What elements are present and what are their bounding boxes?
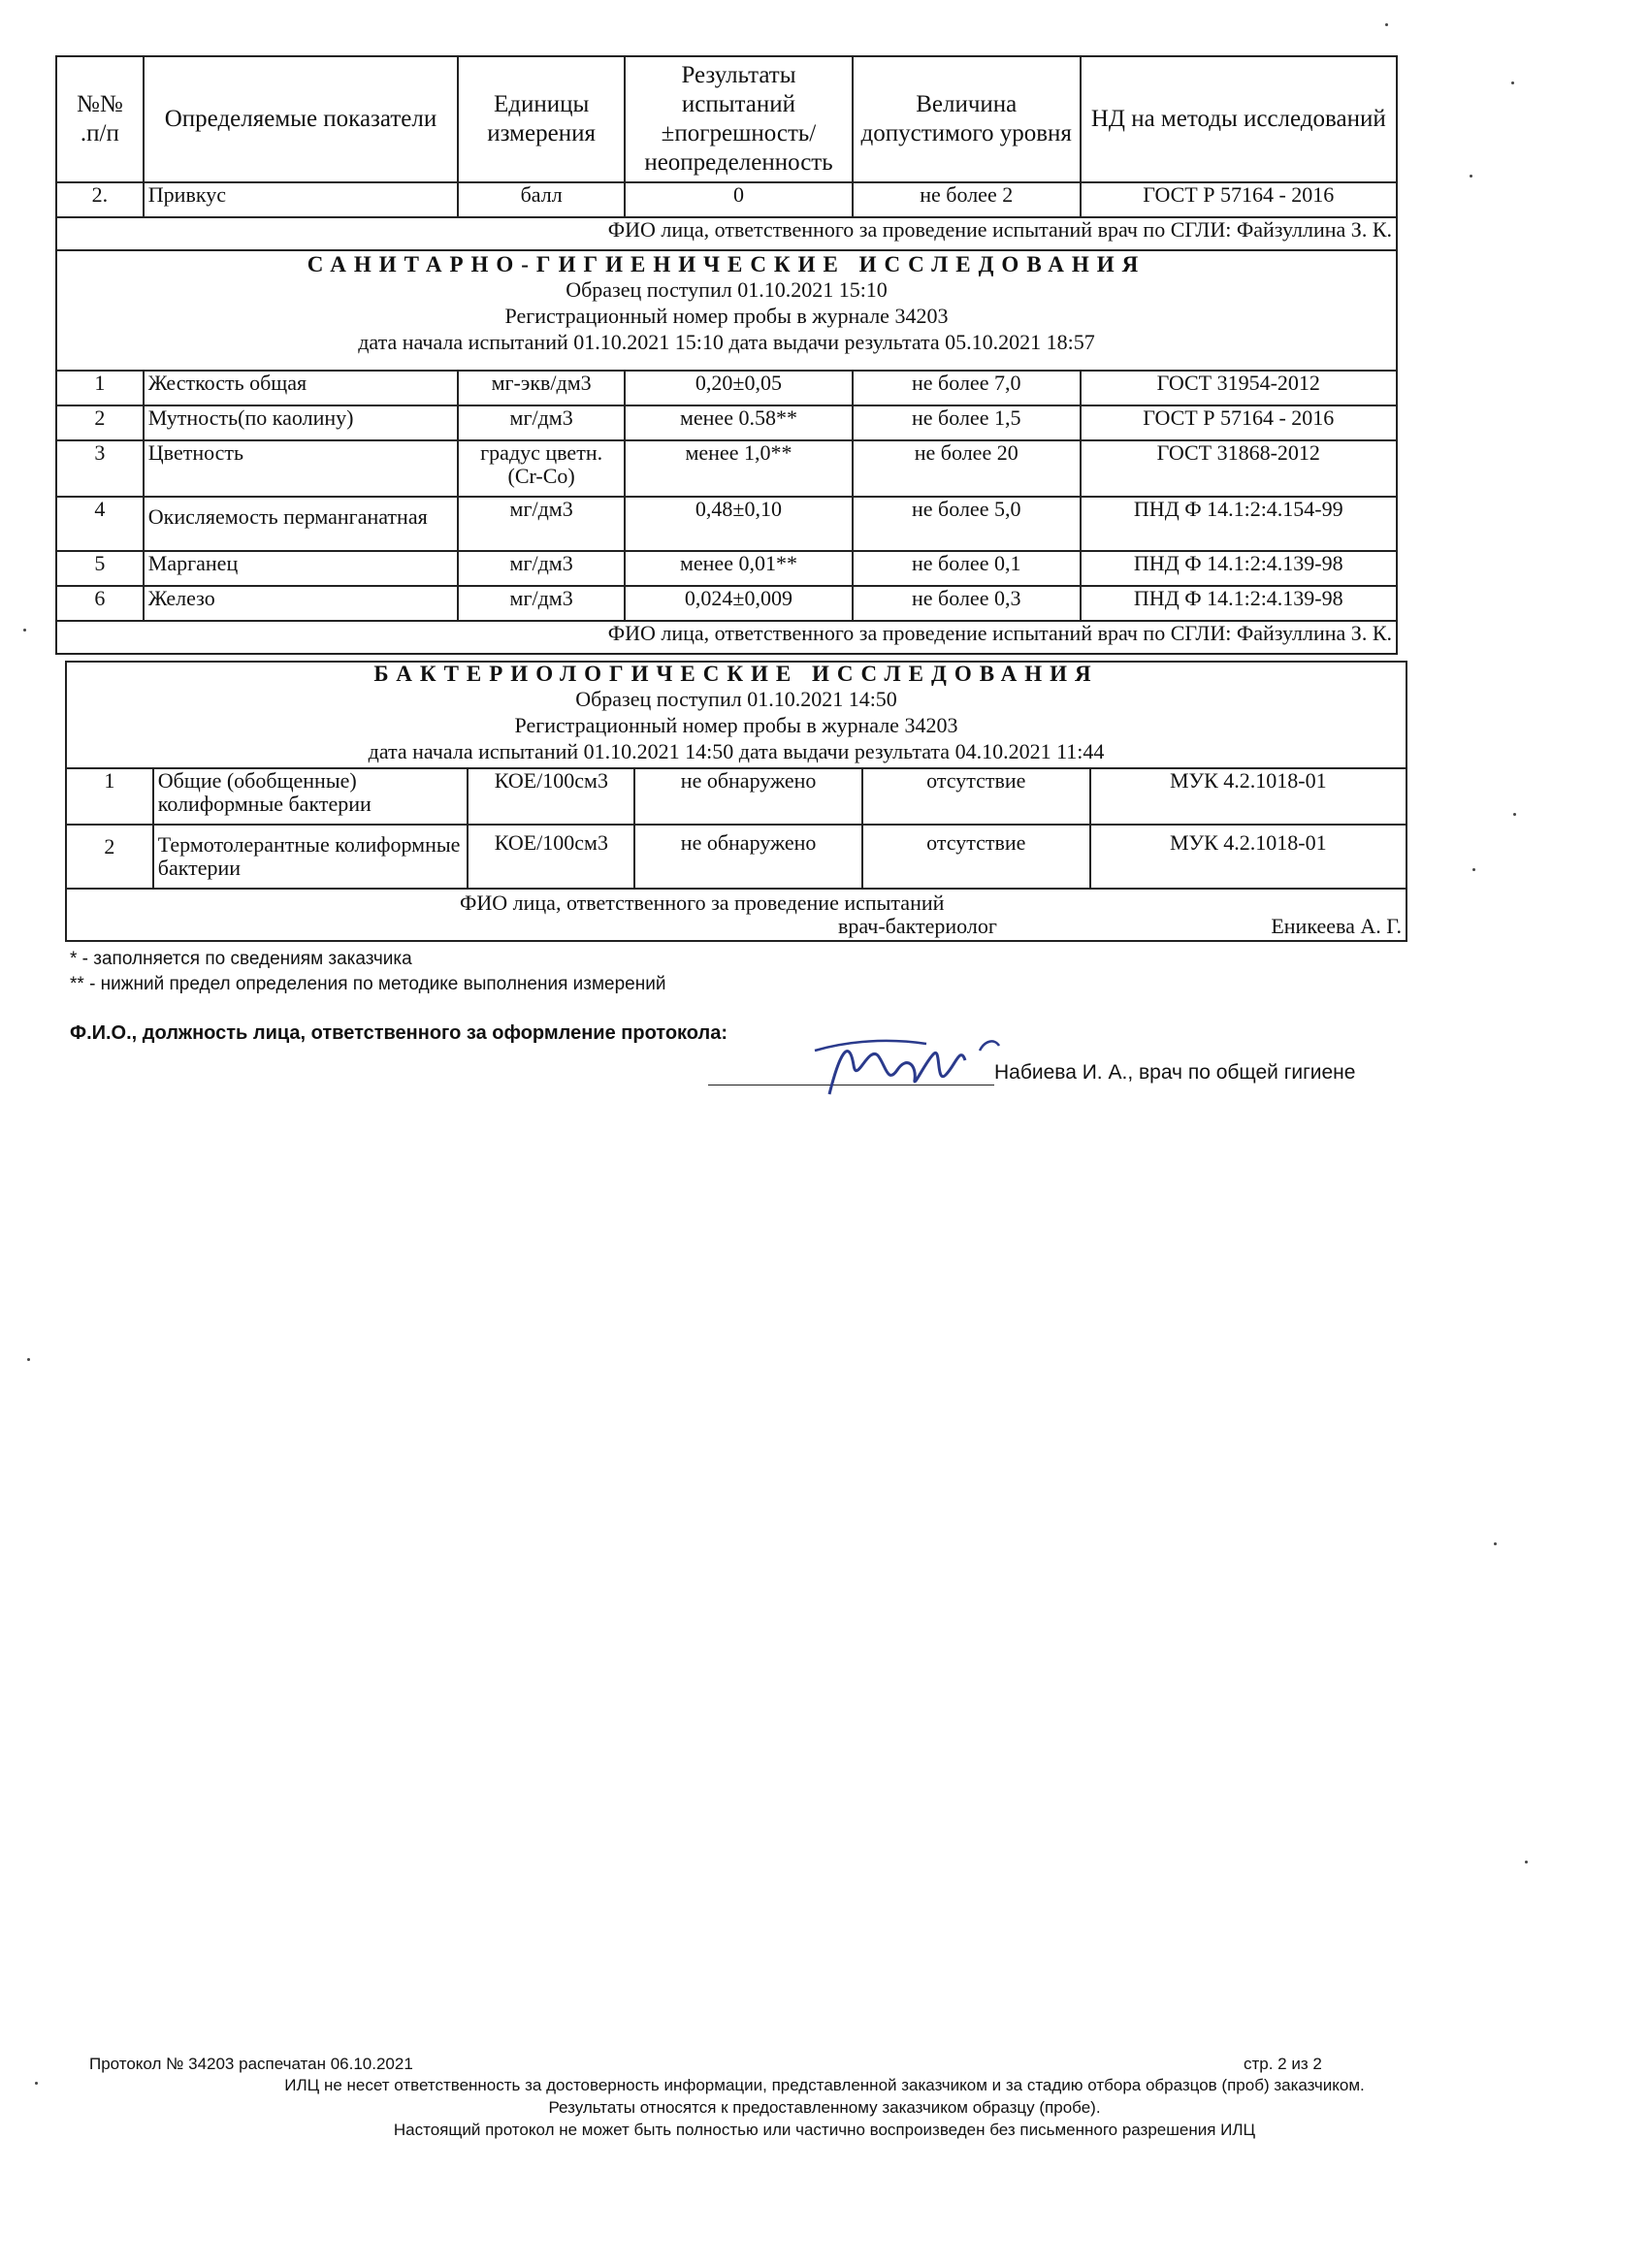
row-method: ПНД Ф 14.1:2:4.154-99 xyxy=(1081,497,1397,551)
row-indicator: Железо xyxy=(144,586,458,621)
row-indicator: Привкус xyxy=(144,182,458,217)
row-unit: мг/дм3 xyxy=(458,497,625,551)
scan-speck xyxy=(1385,23,1388,26)
responsible-bacterial-role: врач-бактериолог xyxy=(838,914,997,938)
row-indicator: Окисляемость перманганатная xyxy=(144,497,458,551)
sanitary-dates: дата начала испытаний 01.10.2021 15:10 дата выдачи результата 05.10.2021 18:57 xyxy=(358,330,1095,354)
responsible-bacterial-name: Еникеева А. Г. xyxy=(1271,914,1402,938)
scan-speck xyxy=(1525,1861,1528,1863)
row-number: 1 xyxy=(66,768,153,825)
row-method: ГОСТ 31868-2012 xyxy=(1081,440,1397,497)
col-header-units: Единицы измерения xyxy=(458,56,625,182)
table-row xyxy=(66,768,1406,825)
row-limit: не более 7,0 xyxy=(853,371,1081,405)
row-limit: отсутствие xyxy=(862,825,1090,889)
row-limit: не более 5,0 xyxy=(853,497,1081,551)
row-result: 0,48±0,10 xyxy=(625,497,853,551)
table-row xyxy=(56,371,1397,405)
table-row xyxy=(56,440,1397,497)
row-result: 0 xyxy=(625,182,853,217)
responsible-bacterial xyxy=(66,889,1406,941)
bacterial-title: БАКТЕРИОЛОГИЧЕСКИЕ ИССЛЕДОВАНИЯ xyxy=(373,662,1099,686)
row-method: МУК 4.2.1018-01 xyxy=(1090,825,1406,889)
scan-speck xyxy=(1513,813,1516,816)
table-row xyxy=(56,586,1397,621)
footer-disclaimer-3: Настоящий протокол не может быть полностью или частично воспроизведен без письменного разрешения ИЛЦ xyxy=(393,2121,1256,2139)
col-header-indicator: Определяемые показатели xyxy=(144,56,458,182)
row-unit: балл xyxy=(458,182,625,217)
row-number: 2. xyxy=(56,182,144,217)
row-limit: не более 2 xyxy=(853,182,1081,217)
row-indicator: Жесткость общая xyxy=(144,371,458,405)
scan-speck xyxy=(1472,868,1475,871)
col-header-results: Результаты испытаний ±погрешность/ неопределенность xyxy=(625,56,853,182)
table-header-row xyxy=(56,56,1397,182)
row-result: не обнаружено xyxy=(634,825,862,889)
row-number: 6 xyxy=(56,586,144,621)
note-customer-info: * - заполняется по сведениям заказчика xyxy=(70,949,412,969)
row-result: 0,024±0,009 xyxy=(625,586,853,621)
responsible-organoleptic: ФИО лица, ответственного за проведение испытаний врач по СГЛИ: Файзуллина З. К. xyxy=(56,217,1397,250)
row-indicator: Мутность(по каолину) xyxy=(144,405,458,440)
row-indicator: Цветность xyxy=(144,440,458,497)
row-indicator: Термотолерантные колиформные бактерии xyxy=(153,825,469,889)
row-method: МУК 4.2.1018-01 xyxy=(1090,768,1406,825)
sanitary-title: САНИТАРНО-ГИГИЕНИЧЕСКИЕ ИССЛЕДОВАНИЯ xyxy=(307,252,1147,276)
row-indicator: Марганец xyxy=(144,551,458,586)
responsible-sanitary: ФИО лица, ответственного за проведение испытаний врач по СГЛИ: Файзуллина З. К. xyxy=(56,621,1397,654)
row-unit: мг/дм3 xyxy=(458,586,625,621)
signoff-label: Ф.И.О., должность лица, ответственного за оформление протокола: xyxy=(70,1022,728,1044)
row-unit: КОЕ/100см3 xyxy=(468,825,634,889)
col-header-num: №№ .п/п xyxy=(56,56,144,182)
responsible-bacterial-label: ФИО лица, ответственного за проведение испытаний xyxy=(460,891,945,915)
row-method: ГОСТ Р 57164 - 2016 xyxy=(1081,182,1397,217)
row-unit: градус цветн.(Cr-Co) xyxy=(458,440,625,497)
bacterial-received: Образец поступил 01.10.2021 14:50 xyxy=(575,687,897,711)
row-method: ГОСТ 31954-2012 xyxy=(1081,371,1397,405)
table-row xyxy=(66,825,1406,889)
row-result: 0,20±0,05 xyxy=(625,371,853,405)
row-limit: не более 1,5 xyxy=(853,405,1081,440)
row-unit: КОЕ/100см3 xyxy=(468,768,634,825)
signoff-name: Набиева И. А., врач по общей гигиене xyxy=(994,1061,1356,1084)
sanitary-received: Образец поступил 01.10.2021 15:10 xyxy=(566,277,888,302)
scan-speck xyxy=(1470,175,1472,178)
row-unit: мг/дм3 xyxy=(458,551,625,586)
bacterial-reg-number: Регистрационный номер пробы в журнале 34203 xyxy=(514,713,958,737)
row-number: 4 xyxy=(56,497,144,551)
row-number: 2 xyxy=(66,825,153,889)
row-number: 5 xyxy=(56,551,144,586)
row-result: менее 0.58** xyxy=(625,405,853,440)
row-result: менее 1,0** xyxy=(625,440,853,497)
row-limit: отсутствие xyxy=(862,768,1090,825)
bacterial-table xyxy=(65,661,1407,942)
sanitary-reg-number: Регистрационный номер пробы в журнале 34203 xyxy=(504,304,949,328)
signature xyxy=(810,1026,1004,1104)
table-row xyxy=(56,551,1397,586)
scan-speck xyxy=(1511,81,1514,84)
results-table xyxy=(55,55,1398,655)
row-indicator: Общие (обобщенные) колиформные бактерии xyxy=(153,768,469,825)
row-method: ПНД Ф 14.1:2:4.139-98 xyxy=(1081,551,1397,586)
row-limit: не более 0,1 xyxy=(853,551,1081,586)
sanitary-section-header xyxy=(56,250,1397,371)
footer-page-number: стр. 2 из 2 xyxy=(1244,2055,1322,2073)
scan-speck xyxy=(35,2082,38,2085)
row-unit: мг-экв/дм3 xyxy=(458,371,625,405)
row-number: 1 xyxy=(56,371,144,405)
row-limit: не более 0,3 xyxy=(853,586,1081,621)
row-result: менее 0,01** xyxy=(625,551,853,586)
col-header-limit: Величина допустимого уровня xyxy=(853,56,1081,182)
bacterial-section-header xyxy=(66,662,1406,768)
row-unit: мг/дм3 xyxy=(458,405,625,440)
bacterial-dates: дата начала испытаний 01.10.2021 14:50 дата выдачи результата 04.10.2021 11:44 xyxy=(368,739,1105,763)
row-limit: не более 20 xyxy=(853,440,1081,497)
footer-protocol: Протокол № 34203 распечатан 06.10.2021 xyxy=(89,2055,413,2073)
scan-speck xyxy=(23,629,26,632)
scan-speck xyxy=(1494,1542,1497,1545)
footer-disclaimer-2: Результаты относятся к предоставленному заказчиком образцу (пробе). xyxy=(548,2098,1101,2117)
footer-disclaimer-1: ИЛЦ не несет ответственность за достоверность информации, представленной заказчиком и за стадию отбора образцов (проб) заказчиком. xyxy=(284,2076,1365,2094)
col-header-method: НД на методы исследований xyxy=(1081,56,1397,182)
row-method: ПНД Ф 14.1:2:4.139-98 xyxy=(1081,586,1397,621)
scan-speck xyxy=(27,1358,30,1361)
table-row xyxy=(56,497,1397,551)
row-number: 3 xyxy=(56,440,144,497)
table-row xyxy=(56,405,1397,440)
note-detection-limit: ** - нижний предел определения по методике выполнения измерений xyxy=(70,974,666,994)
row-result: не обнаружено xyxy=(634,768,862,825)
row-number: 2 xyxy=(56,405,144,440)
row-method: ГОСТ Р 57164 - 2016 xyxy=(1081,405,1397,440)
table-row xyxy=(56,182,1397,217)
